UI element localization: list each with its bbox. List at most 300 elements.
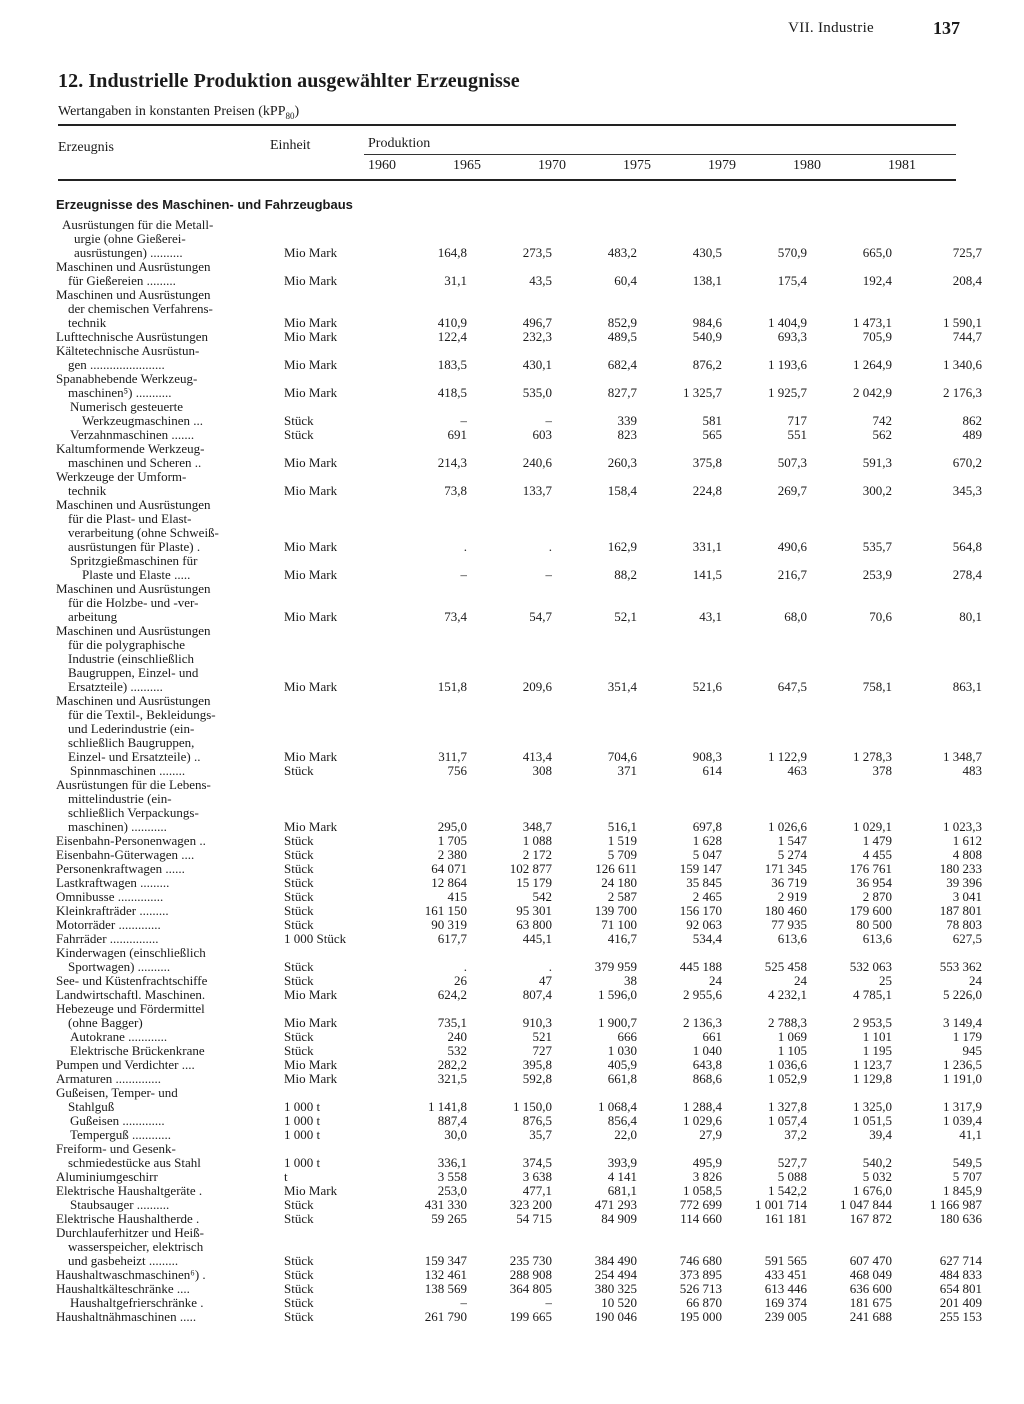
value-cell-1981: 725,7	[952, 245, 982, 260]
value-cell-1960: 90 319	[431, 918, 467, 932]
value-cell-1980: 562	[872, 428, 892, 442]
value-cell-1965: 47	[539, 974, 552, 988]
table-body	[56, 198, 982, 1324]
table-row	[56, 218, 982, 260]
unit-cell: Mio Mark	[284, 330, 338, 344]
unit-cell: 1 000 t	[284, 1099, 321, 1114]
value-cell-1960: 1 705	[437, 834, 467, 848]
value-cell-1970: 351,4	[607, 679, 637, 694]
product-name-line: Verzahnmaschinen .......	[70, 428, 195, 442]
value-cell-1980: 167 872	[849, 1212, 892, 1226]
value-cell-1975: 697,8	[692, 819, 722, 834]
product-name-line: Elektrische Haushaltgeräte .	[56, 1184, 203, 1198]
value-cell-1970: 38	[624, 974, 637, 988]
product-name-line: Maschinen und Ausrüstungen	[56, 624, 211, 638]
table-row	[56, 554, 982, 582]
value-cell-1980: 1 278,3	[853, 749, 892, 764]
value-cell-1965: 910,3	[522, 1015, 552, 1030]
unit-cell: Mio Mark	[284, 567, 338, 582]
value-cell-1975: 614	[702, 764, 722, 778]
value-cell-1965: 102 877	[509, 862, 552, 876]
value-cell-1979: 37,2	[784, 1128, 807, 1142]
table-row	[56, 624, 982, 694]
value-cell-1975: 643,8	[692, 1058, 722, 1072]
value-cell-1960: 261 790	[424, 1310, 467, 1324]
table-row	[56, 288, 982, 330]
product-name-line: Temperguß ............	[70, 1128, 172, 1142]
value-cell-1979: 507,3	[777, 455, 807, 470]
header-bottom-rule	[58, 179, 956, 181]
product-name	[56, 778, 282, 834]
value-cell-1979: 2 788,3	[768, 1015, 807, 1030]
value-cell-1975: 876,2	[692, 357, 722, 372]
product-name-line: Personenkraftwagen ......	[56, 862, 185, 876]
product-name	[56, 330, 282, 344]
value-cell-1979: 1 069	[777, 1030, 807, 1044]
value-cell-1981: 208,4	[952, 273, 982, 288]
value-cell-1980: 1 479	[862, 834, 892, 848]
table-row	[56, 694, 982, 764]
value-cell-1960: 1 141,8	[428, 1099, 467, 1114]
value-cell-1965: 63 800	[516, 918, 552, 932]
product-name	[56, 904, 282, 918]
value-cell-1970: 856,4	[607, 1114, 637, 1128]
table-row	[56, 1198, 982, 1212]
value-cell-1965: 496,7	[522, 315, 552, 330]
value-cell-1979: 5 088	[777, 1170, 807, 1184]
table-row	[56, 1184, 982, 1198]
value-cell-1960: 415	[447, 890, 467, 904]
value-cell-1980: 1 051,5	[853, 1114, 892, 1128]
value-cell-1981: 1 166 987	[930, 1198, 982, 1212]
value-cell-1980: 468 049	[849, 1268, 892, 1282]
value-cell-1975: 868,6	[692, 1072, 722, 1086]
table-row	[56, 1282, 982, 1296]
value-cell-1979: 1 925,7	[768, 385, 807, 400]
product-name	[56, 624, 282, 694]
value-cell-1979: 1 327,8	[768, 1099, 807, 1114]
value-cell-1970: 339	[617, 413, 637, 428]
product-name	[56, 428, 282, 442]
value-cell-1960: –	[460, 567, 467, 582]
value-cell-1970: 384 490	[594, 1253, 637, 1268]
product-name-line: Industrie (einschließlich	[68, 651, 194, 666]
product-name-line: Haushaltgefrierschränke .	[70, 1296, 204, 1310]
product-name	[56, 1058, 282, 1072]
table-row	[56, 1212, 982, 1226]
product-name-line: Eisenbahn-Güterwagen ....	[56, 848, 195, 862]
value-cell-1970: 24 180	[601, 876, 637, 890]
value-cell-1980: 2 042,9	[853, 385, 892, 400]
value-cell-1981: 670,2	[952, 455, 982, 470]
value-cell-1979: 4 232,1	[768, 988, 807, 1002]
product-name-line: Maschinen und Ausrüstungen	[56, 582, 211, 596]
product-name	[56, 288, 282, 330]
value-cell-1980: 1 129,8	[853, 1072, 892, 1086]
value-cell-1970: 1 030	[607, 1044, 637, 1058]
value-cell-1965: 232,3	[522, 330, 552, 344]
table-row	[56, 260, 982, 288]
table-row	[56, 890, 982, 904]
product-name	[56, 1170, 282, 1184]
unit-cell: Stück	[284, 1253, 314, 1268]
value-cell-1981: 1 191,0	[943, 1072, 982, 1086]
product-name	[56, 442, 282, 470]
product-name	[56, 1184, 282, 1198]
value-cell-1981: 2 176,3	[943, 385, 982, 400]
year-1981: 1981	[888, 158, 916, 173]
value-cell-1981: 627,5	[952, 932, 982, 946]
product-name	[56, 1212, 282, 1226]
product-name	[56, 1268, 282, 1282]
value-cell-1981: 862	[962, 413, 982, 428]
value-cell-1960: 64 071	[431, 862, 467, 876]
table-row	[56, 1170, 982, 1184]
value-cell-1981: 80,1	[959, 609, 982, 624]
value-cell-1980: 742	[872, 413, 892, 428]
unit-cell: 1 000 t	[284, 1114, 321, 1128]
value-cell-1975: 1 040	[692, 1044, 722, 1058]
value-cell-1970: 666	[617, 1030, 637, 1044]
product-name-line: Maschinen und Ausrüstungen	[56, 288, 211, 302]
value-cell-1981: 5 226,0	[943, 988, 982, 1002]
value-cell-1960: 887,4	[437, 1114, 467, 1128]
table-row	[56, 932, 982, 946]
value-cell-1981: 1 179	[952, 1030, 982, 1044]
value-cell-1979: 463	[787, 764, 807, 778]
table-row	[56, 904, 982, 918]
value-cell-1979: 77 935	[771, 918, 807, 932]
value-cell-1980: 532 063	[849, 959, 892, 974]
product-name	[56, 400, 282, 428]
product-name	[56, 1128, 282, 1142]
value-cell-1975: 1 029,6	[683, 1114, 722, 1128]
value-cell-1960: 336,1	[437, 1155, 467, 1170]
unit-cell: t	[284, 1170, 288, 1184]
product-name	[56, 1002, 282, 1030]
value-cell-1975: 35 845	[686, 876, 722, 890]
product-name	[56, 1030, 282, 1044]
product-name-line: technik	[68, 315, 107, 330]
unit-cell: Mio Mark	[284, 539, 338, 554]
value-cell-1975: 2 465	[692, 890, 722, 904]
value-cell-1975: 661	[702, 1030, 722, 1044]
product-name-line: für Gießereien .........	[68, 273, 176, 288]
product-name-line: Gußeisen .............	[70, 1114, 165, 1128]
value-cell-1965: 323 200	[509, 1198, 552, 1212]
product-name-line: Motorräder .............	[56, 918, 161, 932]
product-name	[56, 470, 282, 498]
value-cell-1960: 756	[447, 764, 467, 778]
product-name-line: Maschinen und Ausrüstungen	[56, 260, 211, 274]
value-cell-1960: 2 380	[437, 848, 467, 862]
value-cell-1975: 373 895	[679, 1268, 722, 1282]
value-cell-1965: 876,5	[522, 1114, 552, 1128]
value-cell-1965: 2 172	[522, 848, 552, 862]
product-name	[56, 1086, 282, 1114]
product-name	[56, 890, 282, 904]
value-cell-1970: 10 520	[601, 1296, 637, 1310]
product-name-line: Plaste und Elaste .....	[82, 567, 191, 582]
table-row	[56, 1226, 982, 1268]
value-cell-1979: 591 565	[764, 1253, 807, 1268]
value-cell-1980: 80 500	[856, 918, 892, 932]
value-cell-1981: 654 801	[939, 1282, 982, 1296]
unit-cell: Mio Mark	[284, 1184, 338, 1198]
unit-cell: Stück	[284, 413, 314, 428]
value-cell-1981: 1 340,6	[943, 357, 982, 372]
product-name	[56, 834, 282, 848]
value-cell-1960: 12 864	[431, 876, 467, 890]
value-cell-1981: 553 362	[939, 959, 982, 974]
value-cell-1960: 151,8	[437, 679, 467, 694]
value-cell-1965: 374,5	[522, 1155, 552, 1170]
product-name-line: für die Textil-, Bekleidungs-	[68, 707, 216, 722]
product-name	[56, 1310, 282, 1324]
value-cell-1965: 413,4	[522, 749, 552, 764]
product-name-line: Omnibusse ..............	[56, 890, 164, 904]
product-name-line: Staubsauger ..........	[70, 1198, 170, 1212]
value-cell-1970: 4 141	[607, 1170, 637, 1184]
value-cell-1975: 581	[702, 413, 722, 428]
product-name-line: Kältetechnische Ausrüstun-	[56, 344, 200, 358]
product-name-line: Stahlguß	[68, 1099, 115, 1114]
value-cell-1979: 613 446	[764, 1282, 807, 1296]
value-cell-1981: 39 396	[946, 876, 982, 890]
table-row	[56, 1128, 982, 1142]
product-name-line: Kleinkrafträder .........	[56, 904, 169, 918]
value-cell-1979: 433 451	[764, 1268, 807, 1282]
value-cell-1965: 240,6	[522, 455, 552, 470]
table-row	[56, 330, 982, 344]
value-cell-1970: 471 293	[594, 1198, 637, 1212]
value-cell-1980: 1 101	[862, 1030, 892, 1044]
value-cell-1979: 1 001 714	[755, 1198, 807, 1212]
product-name	[56, 848, 282, 862]
value-cell-1980: 1 123,7	[853, 1058, 892, 1072]
value-cell-1980: 1 325,0	[853, 1099, 892, 1114]
value-cell-1980: 1 195	[862, 1044, 892, 1058]
product-name	[56, 918, 282, 932]
value-cell-1981: 1 845,9	[943, 1184, 982, 1198]
value-cell-1975: 195 000	[679, 1310, 722, 1324]
unit-cell: Stück	[284, 904, 314, 918]
product-name-line: gen .......................	[68, 357, 165, 372]
unit-cell: Stück	[284, 862, 314, 876]
value-cell-1981: 278,4	[952, 567, 982, 582]
product-name-line: maschinen) ...........	[68, 819, 167, 834]
product-name-line: Aluminiumgeschirr	[56, 1170, 158, 1184]
value-cell-1965: 445,1	[522, 932, 552, 946]
value-cell-1980: 241 688	[849, 1310, 892, 1324]
value-cell-1980: 36 954	[856, 876, 892, 890]
product-name-line: Ersatzteile) ..........	[68, 679, 163, 694]
product-name-line: Sportwagen) ..........	[68, 959, 171, 974]
value-cell-1960: 691	[447, 428, 467, 442]
value-cell-1965: 43,5	[529, 273, 552, 288]
product-name-line: Maschinen und Ausrüstungen	[56, 694, 211, 708]
value-cell-1981: 564,8	[952, 539, 982, 554]
value-cell-1960: 418,5	[437, 385, 467, 400]
value-cell-1960: 735,1	[437, 1015, 467, 1030]
value-cell-1965: 395,8	[522, 1058, 552, 1072]
product-name-line: Spritzgießmaschinen für	[70, 554, 198, 568]
unit-cell: Stück	[284, 876, 314, 890]
value-cell-1975: 908,3	[692, 749, 722, 764]
table-row	[56, 1310, 982, 1324]
table-row	[56, 470, 982, 498]
table-row	[56, 1058, 982, 1072]
table-row	[56, 1072, 982, 1086]
product-name	[56, 344, 282, 372]
product-name-line: schließlich Baugruppen,	[68, 735, 195, 750]
product-name	[56, 694, 282, 764]
value-cell-1975: 159 147	[679, 862, 722, 876]
value-cell-1970: 162,9	[607, 539, 637, 554]
table-row	[56, 1114, 982, 1128]
value-cell-1975: 1 628	[692, 834, 722, 848]
product-name	[56, 498, 282, 554]
value-cell-1965: –	[545, 413, 552, 428]
value-cell-1981: 1 039,4	[943, 1114, 982, 1128]
product-name-line: Kaltumformende Werkzeug-	[56, 442, 205, 456]
value-cell-1981: 1 236,5	[943, 1058, 982, 1072]
table-subtitle	[58, 104, 299, 121]
unit-cell: Mio Mark	[284, 679, 338, 694]
value-cell-1981: 549,5	[952, 1155, 982, 1170]
value-cell-1965: 273,5	[522, 245, 552, 260]
product-name-line: See- und Küstenfrachtschiffe	[56, 974, 208, 988]
value-cell-1965: .	[548, 539, 552, 554]
value-cell-1981: 627 714	[939, 1253, 982, 1268]
value-cell-1979: 570,9	[777, 245, 807, 260]
value-cell-1980: 25	[879, 974, 892, 988]
value-cell-1960: 3 558	[437, 1170, 467, 1184]
value-cell-1975: 331,1	[692, 539, 722, 554]
value-cell-1981: 483	[962, 764, 982, 778]
product-name	[56, 946, 282, 974]
value-cell-1960: 321,5	[437, 1072, 467, 1086]
product-name-line: Eisenbahn-Personenwagen ..	[56, 834, 206, 848]
unit-cell: Mio Mark	[284, 245, 338, 260]
value-cell-1965: 364 805	[509, 1282, 552, 1296]
value-cell-1965: 542	[532, 890, 552, 904]
section-label: VII. Industrie	[788, 20, 874, 36]
value-cell-1980: 591,3	[862, 455, 892, 470]
year-1965: 1965	[453, 158, 481, 173]
value-cell-1965: 199 665	[509, 1310, 552, 1324]
table-row	[56, 344, 982, 372]
table-row	[56, 778, 982, 834]
value-cell-1980: 1 029,1	[853, 819, 892, 834]
product-name-line: Haushaltwaschmaschinen⁶) .	[56, 1268, 206, 1282]
unit-cell: 1 000 Stück	[284, 932, 347, 946]
value-cell-1965: 308	[532, 764, 552, 778]
product-name-line: wasserspeicher, elektrisch	[68, 1239, 204, 1254]
unit-cell: 1 000 t	[284, 1155, 321, 1170]
unit-cell: Mio Mark	[284, 819, 338, 834]
value-cell-1970: 88,2	[614, 567, 637, 582]
value-cell-1975: 430,5	[692, 245, 722, 260]
value-cell-1970: 489,5	[607, 330, 637, 344]
value-cell-1975: 521,6	[692, 679, 722, 694]
product-name	[56, 1142, 282, 1170]
product-name-line: Armaturen ..............	[56, 1072, 162, 1086]
value-cell-1979: 1 036,6	[768, 1058, 807, 1072]
value-cell-1981: 484 833	[939, 1268, 982, 1282]
unit-cell: Stück	[284, 1282, 314, 1296]
table-row	[56, 582, 982, 624]
value-cell-1970: 661,8	[607, 1072, 637, 1086]
value-cell-1970: 516,1	[607, 819, 637, 834]
product-name	[56, 1044, 282, 1058]
unit-cell: Stück	[284, 959, 314, 974]
value-cell-1960: 138 569	[424, 1282, 467, 1296]
value-cell-1979: 717	[787, 413, 807, 428]
value-cell-1975: 2 955,6	[683, 988, 722, 1002]
value-cell-1980: 70,6	[869, 609, 892, 624]
value-cell-1970: 260,3	[607, 455, 637, 470]
value-cell-1979: 171 345	[764, 862, 807, 876]
unit-cell: Stück	[284, 1310, 314, 1324]
value-cell-1965: 807,4	[522, 988, 552, 1002]
unit-cell: Stück	[284, 848, 314, 862]
value-cell-1980: 2 870	[862, 890, 892, 904]
value-cell-1970: 84 909	[601, 1212, 637, 1226]
value-cell-1979: 5 274	[777, 848, 807, 862]
value-cell-1980: 758,1	[862, 679, 892, 694]
value-cell-1980: 607 470	[849, 1253, 892, 1268]
value-cell-1960: 240	[447, 1030, 467, 1044]
value-cell-1975: 1 325,7	[683, 385, 722, 400]
value-cell-1975: 2 136,3	[683, 1015, 722, 1030]
value-cell-1965: –	[545, 1296, 552, 1310]
product-name	[56, 1296, 282, 1310]
value-cell-1981: 1 023,3	[943, 819, 982, 834]
value-cell-1970: 1 068,4	[598, 1099, 637, 1114]
value-cell-1979: 647,5	[777, 679, 807, 694]
value-cell-1970: 483,2	[607, 245, 637, 260]
value-cell-1980: 665,0	[862, 245, 892, 260]
product-name-line: Landwirtschaftl. Maschinen.	[56, 988, 206, 1002]
value-cell-1979: 36 719	[771, 876, 807, 890]
value-cell-1981: 1 348,7	[943, 749, 982, 764]
value-cell-1965: 592,8	[522, 1072, 552, 1086]
value-cell-1981: 3 041	[952, 890, 982, 904]
product-name	[56, 876, 282, 890]
product-name	[56, 1282, 282, 1296]
unit-cell: Mio Mark	[284, 1058, 338, 1072]
product-name	[56, 372, 282, 400]
value-cell-1979: 1 052,9	[768, 1072, 807, 1086]
table-row	[56, 1296, 982, 1310]
value-cell-1965: 54,7	[529, 609, 552, 624]
product-name-line: Werkzeugmaschinen ...	[82, 413, 203, 428]
product-name-line: maschinen und Scheren ..	[68, 455, 202, 470]
product-name-line: Baugruppen, Einzel- und	[68, 665, 199, 680]
product-name-line: Spanabhebende Werkzeug-	[56, 372, 198, 386]
value-cell-1960: 73,8	[444, 483, 467, 498]
table-row	[56, 764, 982, 778]
product-name-line: für die polygraphische	[68, 637, 185, 652]
product-name-line: Einzel- und Ersatzteile) ..	[68, 749, 201, 764]
value-cell-1960: 624,2	[437, 988, 467, 1002]
product-name-line: schmiedestücke aus Stahl	[68, 1155, 201, 1170]
unit-cell: Stück	[284, 834, 314, 848]
value-cell-1980: 253,9	[862, 567, 892, 582]
value-cell-1981: 1 590,1	[943, 315, 982, 330]
unit-cell: Stück	[284, 974, 314, 988]
